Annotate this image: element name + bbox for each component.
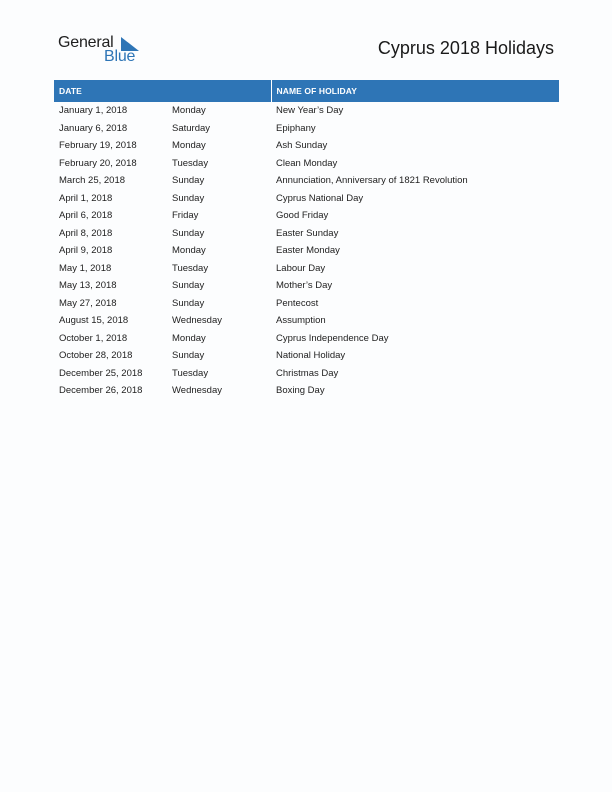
table-row — [54, 155, 559, 173]
table-row — [54, 260, 559, 278]
holiday-name-cell: Epiphany — [276, 122, 316, 134]
holiday-name-cell: Assumption — [276, 315, 326, 327]
holiday-name-cell: Cyprus National Day — [276, 192, 364, 204]
holiday-date-cell: January 1, 2018 — [59, 105, 128, 117]
holiday-date-cell: May 13, 2018 — [59, 280, 117, 292]
holiday-weekday-cell: Wednesday — [172, 315, 222, 327]
holiday-name-cell: Good Friday — [276, 210, 329, 222]
holiday-column-header: NAME OF HOLIDAY — [271, 80, 559, 102]
table-row — [54, 102, 559, 120]
holiday-weekday-cell: Monday — [172, 332, 206, 344]
holiday-name-cell: New Year’s Day — [276, 105, 344, 117]
holiday-weekday-cell: Tuesday — [172, 262, 209, 274]
date-column-header: DATE — [54, 80, 271, 102]
holiday-date-cell: October 1, 2018 — [59, 332, 128, 344]
holiday-date-cell: December 25, 2018 — [59, 367, 143, 379]
table-row — [54, 137, 559, 155]
holiday-name-cell: Christmas Day — [276, 367, 339, 379]
holiday-weekday-cell: Sunday — [172, 192, 205, 204]
holiday-weekday-cell: Monday — [172, 140, 206, 152]
holiday-weekday-cell: Monday — [172, 105, 206, 117]
holiday-name-cell: Mother’s Day — [276, 280, 333, 292]
logo-text-blue: Blue — [104, 48, 136, 65]
holiday-date-cell: March 25, 2018 — [59, 175, 126, 187]
holiday-name-cell: Easter Sunday — [276, 227, 339, 239]
logo-text-general: General — [58, 34, 114, 51]
table-row — [54, 365, 559, 383]
holiday-name-cell: Boxing Day — [276, 385, 325, 397]
holiday-date-cell: April 6, 2018 — [59, 210, 113, 222]
table-row — [54, 347, 559, 365]
holidays-table — [54, 80, 559, 400]
table-row — [54, 242, 559, 260]
table-row — [54, 382, 559, 400]
table-row — [54, 190, 559, 208]
holiday-date-cell: October 28, 2018 — [59, 350, 133, 362]
holiday-date-cell: May 1, 2018 — [59, 262, 112, 274]
holiday-weekday-cell: Sunday — [172, 227, 205, 239]
table-body — [54, 102, 559, 400]
holiday-name-cell: Easter Monday — [276, 245, 340, 257]
table-row — [54, 207, 559, 225]
holiday-name-cell: Labour Day — [276, 262, 326, 274]
table-row — [54, 277, 559, 295]
holiday-weekday-cell: Sunday — [172, 175, 205, 187]
table-row — [54, 225, 559, 243]
holiday-weekday-cell: Tuesday — [172, 157, 209, 169]
holiday-name-cell: Ash Sunday — [276, 140, 328, 152]
holiday-date-cell: February 20, 2018 — [59, 157, 137, 169]
holiday-date-cell: December 26, 2018 — [59, 385, 143, 397]
holiday-weekday-cell: Wednesday — [172, 385, 222, 397]
generalblue-logo — [58, 34, 148, 68]
holiday-name-cell: Clean Monday — [276, 157, 338, 169]
holiday-name-cell: Annunciation, Anniversary of 1821 Revolution — [276, 175, 468, 187]
table-row — [54, 295, 559, 313]
holiday-name-cell: National Holiday — [276, 350, 346, 362]
holiday-weekday-cell: Sunday — [172, 280, 205, 292]
holiday-weekday-cell: Saturday — [172, 122, 211, 134]
table-row — [54, 330, 559, 348]
holiday-date-cell: January 6, 2018 — [59, 122, 128, 134]
table-row — [54, 172, 559, 190]
holiday-weekday-cell: Sunday — [172, 350, 205, 362]
holiday-date-cell: May 27, 2018 — [59, 297, 117, 309]
holiday-name-cell: Cyprus Independence Day — [276, 332, 389, 344]
holiday-date-cell: April 9, 2018 — [59, 245, 113, 257]
holiday-weekday-cell: Sunday — [172, 297, 205, 309]
holiday-weekday-cell: Monday — [172, 245, 206, 257]
holiday-name-cell: Pentecost — [276, 297, 319, 309]
table-header-row — [54, 80, 559, 102]
holiday-date-cell: April 8, 2018 — [59, 227, 113, 239]
holiday-date-cell: February 19, 2018 — [59, 140, 137, 152]
holiday-weekday-cell: Tuesday — [172, 367, 209, 379]
table-row — [54, 312, 559, 330]
table-row — [54, 120, 559, 138]
page-title: Cyprus 2018 Holidays — [377, 38, 554, 58]
holiday-date-cell: August 15, 2018 — [59, 315, 129, 327]
holiday-weekday-cell: Friday — [172, 210, 199, 222]
holiday-date-cell: April 1, 2018 — [59, 192, 113, 204]
